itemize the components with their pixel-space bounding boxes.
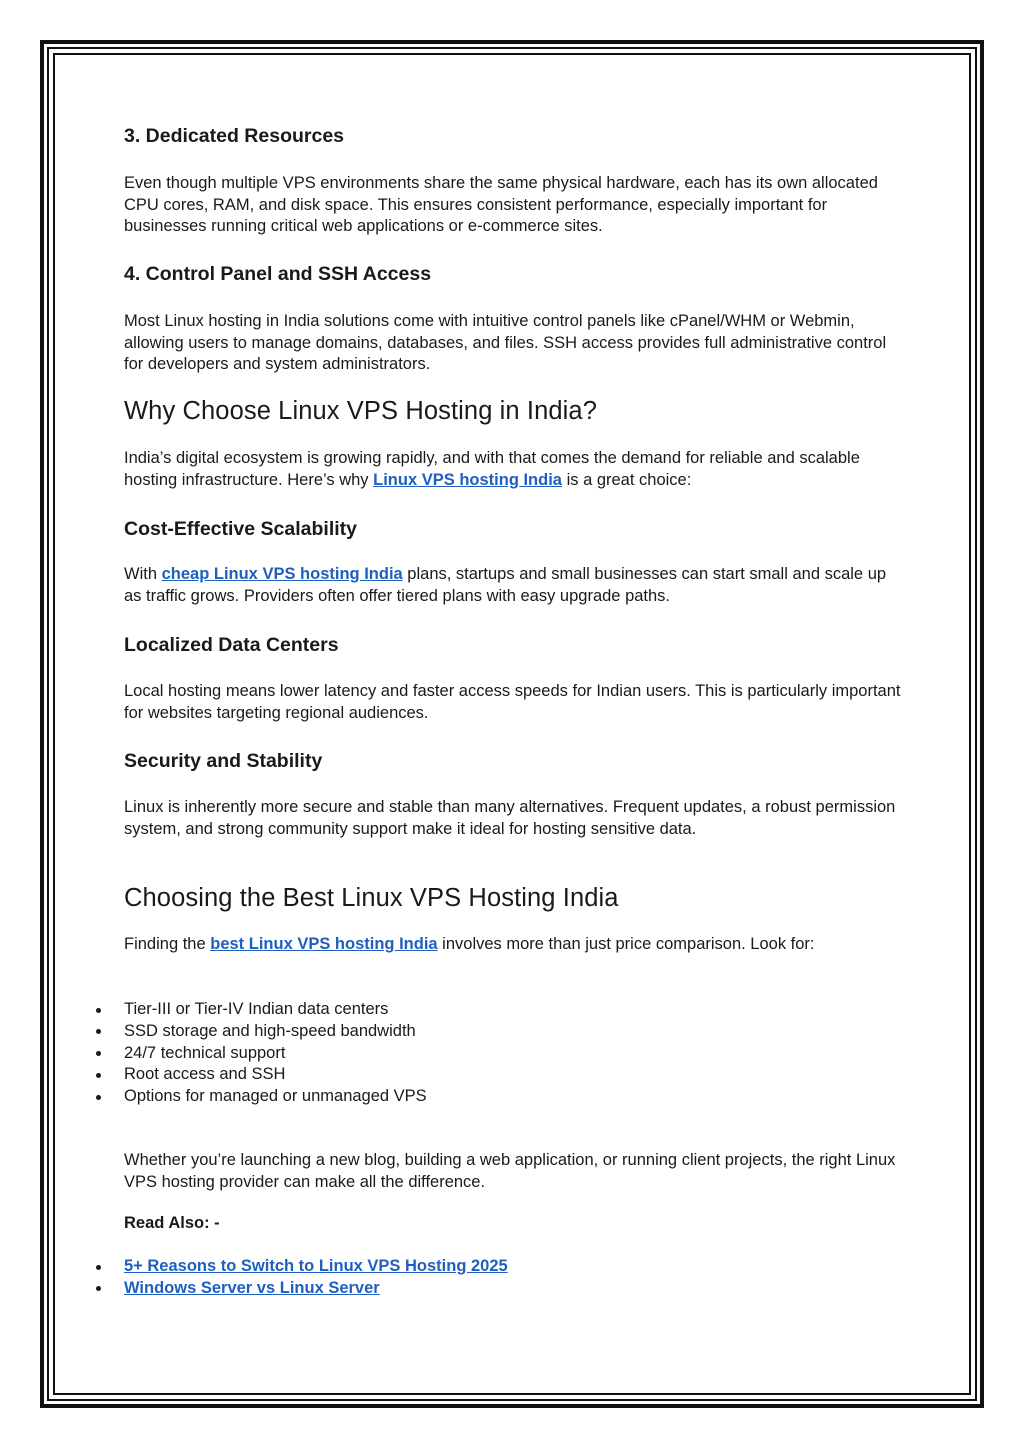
paragraph-localized-data-centers: Local hosting means lower latency and faster access speeds for Indian users. This is particularly important for websites targeting regional audiences. — [124, 682, 901, 722]
list-item: SSD storage and high-speed bandwidth — [62, 1021, 904, 1043]
paragraph-security-stability: Linux is inherently more secure and stable than many alternatives. Frequent updates, a robust permission system, and strong community support make it ideal for hosting sensitive data. — [124, 798, 896, 838]
link-windows-vs-linux-server[interactable]: Windows Server vs Linux Server — [124, 1278, 380, 1297]
paragraph-cost-effective — [124, 564, 904, 607]
heading-why-choose: Why Choose Linux VPS Hosting in India? — [124, 397, 597, 425]
text-segment: With — [124, 565, 162, 583]
paragraph-closing: Whether you’re launching a new blog, building a web application, or running client projects, the right Linux VPS hosting provider can make all the difference. — [124, 1151, 896, 1191]
list-item — [62, 1278, 904, 1300]
list-item — [62, 1256, 904, 1278]
text-segment: involves more than just price comparison. Look for: — [437, 935, 815, 953]
heading-control-panel: 4. Control Panel and SSH Access — [124, 263, 432, 285]
paragraph-why-choose — [124, 448, 904, 491]
read-also-list — [62, 1256, 904, 1300]
paragraph-choosing-best — [124, 933, 904, 956]
link-reasons-switch-linux-vps[interactable]: 5+ Reasons to Switch to Linux VPS Hosting 2025 — [124, 1257, 508, 1275]
page-border-inner — [53, 53, 971, 1395]
link-linux-vps-hosting-india[interactable]: Linux VPS hosting India — [373, 470, 562, 489]
features-list — [62, 999, 904, 1108]
paragraph-control-panel: Most Linux hosting in India solutions come with intuitive control panels like cPanel/WHM or Webmin, allowing users to manage domains, databases, and files. SSH access provides full administrative control for developers and system administrators. — [124, 312, 887, 373]
text-segment: Finding the — [124, 935, 211, 953]
link-cheap-linux-vps-hosting-india[interactable]: cheap Linux VPS hosting India — [161, 565, 403, 583]
list-item: Options for managed or unmanaged VPS — [62, 1086, 904, 1108]
list-item: 24/7 technical support — [62, 1043, 904, 1065]
text-segment: is a great choice: — [561, 470, 692, 489]
list-item: Tier-III or Tier-IV Indian data centers — [62, 999, 904, 1021]
heading-dedicated-resources: 3. Dedicated Resources — [124, 125, 345, 147]
heading-choosing-best: Choosing the Best Linux VPS Hosting India — [124, 884, 619, 912]
heading-security-stability: Security and Stability — [124, 750, 323, 772]
paragraph-dedicated-resources: Even though multiple VPS environments share the same physical hardware, each has its own allocated CPU cores, RAM, and disk space. This ensures consistent performance, especially important for businesses running critical web applications or e-commerce sites. — [124, 174, 878, 235]
heading-localized-data-centers: Localized Data Centers — [124, 634, 339, 656]
text-segment: plans, startups and small businesses can start small and scale up as traffic grows. Providers often offer tiered plans with easy upgrade paths. — [124, 565, 887, 605]
text-segment: India’s digital ecosystem is growing rapidly, and with that comes the demand for reliable and scalable hosting infrastructure. Here’s why — [124, 449, 860, 489]
read-also-label: Read Also: - — [124, 1214, 220, 1232]
list-item: Root access and SSH — [62, 1064, 904, 1086]
link-best-linux-vps-hosting-india[interactable]: best Linux VPS hosting India — [210, 935, 438, 953]
heading-cost-effective: Cost-Effective Scalability — [124, 518, 357, 540]
